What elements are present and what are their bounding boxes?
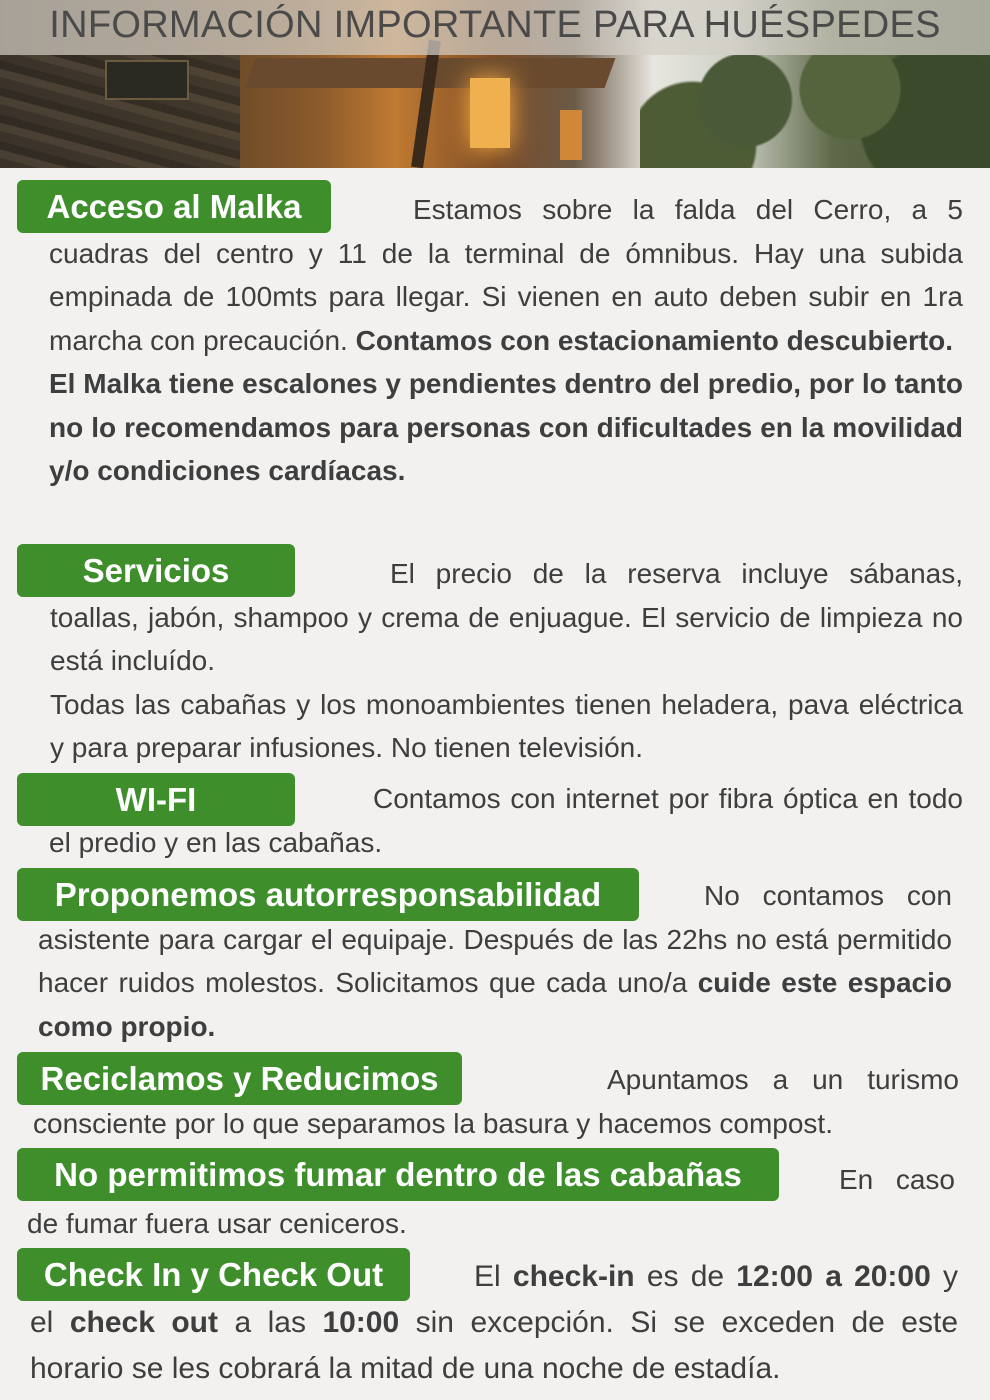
autorresponsabilidad-bold: cuide este espacio como propio. bbox=[38, 967, 952, 1042]
page-title: INFORMACIÓN IMPORTANTE PARA HUÉSPEDES bbox=[49, 4, 941, 46]
autorresponsabilidad-lead: No contamos con asistente para cargar el equipaje. Después de las 22hs no está permitido hacer ruidos molestos. Solicitamos que cada uno/a bbox=[38, 880, 952, 998]
badge-servicios: Servicios bbox=[17, 544, 295, 597]
section-reciclamos-text bbox=[33, 1058, 959, 1145]
tree-foliage bbox=[640, 55, 990, 168]
section-servicios-text bbox=[50, 552, 963, 770]
section-acceso-text bbox=[49, 188, 963, 493]
wifi-lead: Contamos con internet por fibra óptica en todo el predio y en las cabañas. bbox=[49, 783, 963, 858]
servicios-lead: El precio de la reserva incluye sábanas, toallas, jabón, shampoo y crema de enjuague. El servicio de limpieza no está incluído. bbox=[50, 558, 963, 676]
checkin-b3: check out bbox=[69, 1306, 218, 1339]
section-wifi-text bbox=[49, 777, 963, 864]
no-fumar-lead: En caso de fumar fuera usar ceniceros. bbox=[27, 1164, 955, 1239]
checkin-t2: es de bbox=[646, 1260, 725, 1293]
servicios-extra: Todas las cabañas y los monoambientes tienen heladera, pava eléctrica y para preparar infusiones. No tienen televisión. bbox=[50, 688, 963, 763]
checkin-t4: a las bbox=[234, 1306, 306, 1339]
lit-window bbox=[470, 78, 510, 148]
header-photo bbox=[0, 0, 990, 168]
checkin-t1: El bbox=[474, 1260, 501, 1293]
badge-checkin: Check In y Check Out bbox=[17, 1248, 410, 1301]
acceso-bold-parking: Contamos con estacionamiento descubierto. bbox=[355, 324, 954, 356]
section-no-fumar-text bbox=[27, 1158, 955, 1245]
badge-reciclamos: Reciclamos y Reducimos bbox=[17, 1052, 462, 1105]
lit-door bbox=[560, 110, 582, 160]
checkin-b1: check-in bbox=[512, 1260, 635, 1293]
badge-no-fumar: No permitimos fumar dentro de las cabañas bbox=[17, 1148, 779, 1201]
sign-board bbox=[105, 60, 189, 100]
badge-autorresponsabilidad: Proponemos autorresponsabilidad bbox=[17, 868, 639, 921]
badge-acceso: Acceso al Malka bbox=[17, 180, 331, 233]
checkin-t3: y el bbox=[30, 1260, 958, 1339]
checkin-b2: 12:00 a 20:00 bbox=[736, 1260, 931, 1293]
checkin-t5: sin excepción. Si se exceden de este horario se les cobrará la mitad de una noche de estadía. bbox=[30, 1306, 959, 1385]
acceso-bold-warning: El Malka tiene escalones y pendientes dentro del predio, por lo tanto no lo recomendamos para personas con dificultades en la movilidad y/o condiciones cardíacas. bbox=[49, 368, 963, 486]
section-checkin-text bbox=[30, 1254, 958, 1392]
reciclamos-lead: Apuntamos a un turismo consciente por lo que separamos la basura y hacemos compost. bbox=[33, 1064, 959, 1139]
section-autorresponsabilidad-text bbox=[38, 874, 952, 1048]
acceso-lead: Estamos sobre la falda del Cerro, a 5 cuadras del centro y 11 de la terminal de ómnibus. Hay una subida empinada de 100mts para llegar. Si vienen en auto deben subir en 1ra marcha con precaución. bbox=[49, 194, 963, 356]
checkin-b4: 10:00 bbox=[322, 1306, 400, 1339]
badge-wifi: WI-FI bbox=[17, 773, 295, 826]
